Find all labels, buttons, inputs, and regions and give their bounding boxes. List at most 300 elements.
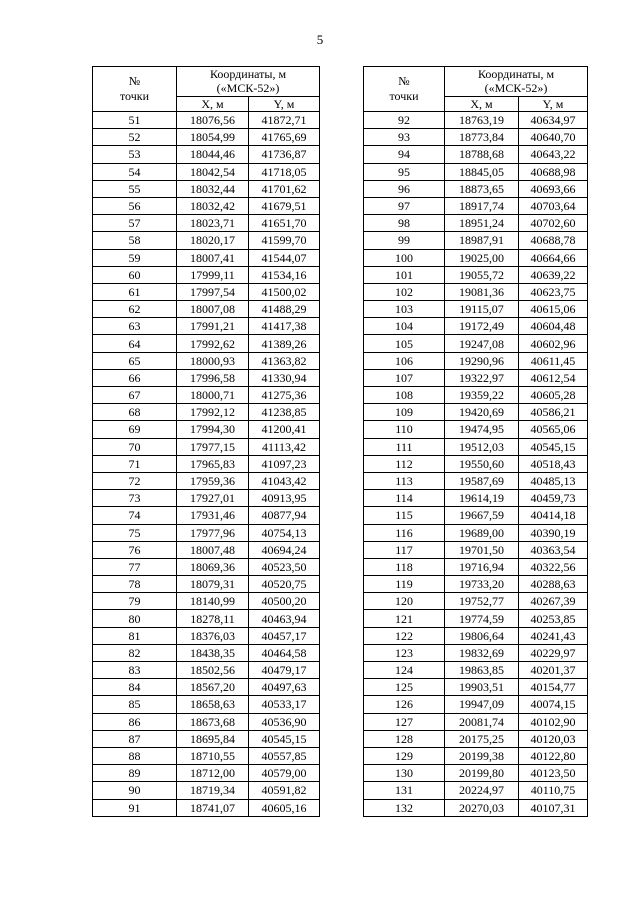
x-coordinate-cell: 18951,24 (445, 215, 519, 232)
point-number-cell: 126 (364, 696, 445, 713)
table-row (93, 404, 320, 421)
x-coordinate-cell: 17992,12 (177, 404, 249, 421)
y-coordinate-cell: 40390,19 (519, 524, 588, 541)
point-number-cell: 106 (364, 352, 445, 369)
y-coordinate-cell: 40107,31 (519, 799, 588, 816)
point-number-cell: 59 (93, 249, 177, 266)
table-row (364, 644, 588, 661)
x-coordinate-cell: 19247,08 (445, 335, 519, 352)
point-number-cell: 118 (364, 558, 445, 575)
x-coordinate-cell: 19863,85 (445, 662, 519, 679)
x-coordinate-cell: 19667,59 (445, 507, 519, 524)
x-coordinate-cell: 17927,01 (177, 490, 249, 507)
table-row (364, 713, 588, 730)
y-coordinate-cell: 40497,63 (249, 679, 320, 696)
x-coordinate-cell: 17996,58 (177, 369, 249, 386)
x-coordinate-cell: 18044,46 (177, 146, 249, 163)
table-row (364, 266, 588, 283)
point-number-cell: 73 (93, 490, 177, 507)
point-number-cell: 62 (93, 301, 177, 318)
point-number-cell: 79 (93, 593, 177, 610)
table-row (93, 438, 320, 455)
point-number-cell: 123 (364, 644, 445, 661)
y-coordinate-cell: 41736,87 (249, 146, 320, 163)
table-row (93, 490, 320, 507)
y-coordinate-cell: 40154,77 (519, 679, 588, 696)
point-number-cell: 76 (93, 541, 177, 558)
table-row (93, 558, 320, 575)
y-coordinate-cell: 40414,18 (519, 507, 588, 524)
table-row (93, 129, 320, 146)
x-coordinate-cell: 18658,63 (177, 696, 249, 713)
y-coordinate-cell: 40110,75 (519, 782, 588, 799)
x-coordinate-cell: 18032,42 (177, 197, 249, 214)
x-coordinate-cell: 18773,84 (445, 129, 519, 146)
x-coordinate-cell: 19550,60 (445, 455, 519, 472)
y-coordinate-cell: 40363,54 (519, 541, 588, 558)
table-row (364, 490, 588, 507)
point-number-cell: 114 (364, 490, 445, 507)
table-row (364, 662, 588, 679)
point-number-cell: 65 (93, 352, 177, 369)
x-coordinate-cell: 18710,55 (177, 747, 249, 764)
y-coordinate-cell: 40565,06 (519, 421, 588, 438)
point-number-cell: 101 (364, 266, 445, 283)
x-column-header: X, м (177, 97, 249, 112)
x-coordinate-cell: 18567,20 (177, 679, 249, 696)
y-coordinate-cell: 40322,56 (519, 558, 588, 575)
y-coordinate-cell: 40229,97 (519, 644, 588, 661)
y-coordinate-cell: 41275,36 (249, 387, 320, 404)
x-coordinate-cell: 17997,54 (177, 283, 249, 300)
x-coordinate-cell: 20175,25 (445, 730, 519, 747)
x-coordinate-cell: 19903,51 (445, 679, 519, 696)
point-number-cell: 117 (364, 541, 445, 558)
y-coordinate-cell: 41113,42 (249, 438, 320, 455)
point-number-cell: 125 (364, 679, 445, 696)
y-coordinate-cell: 40464,58 (249, 644, 320, 661)
y-coordinate-cell: 41238,85 (249, 404, 320, 421)
x-coordinate-cell: 19587,69 (445, 472, 519, 489)
point-number-cell: 85 (93, 696, 177, 713)
point-number-cell: 80 (93, 610, 177, 627)
point-number-cell: 124 (364, 662, 445, 679)
x-coordinate-cell: 19752,77 (445, 593, 519, 610)
y-coordinate-cell: 40533,17 (249, 696, 320, 713)
point-number-cell: 94 (364, 146, 445, 163)
x-coordinate-cell: 19716,94 (445, 558, 519, 575)
y-coordinate-cell: 40612,54 (519, 369, 588, 386)
y-coordinate-cell: 40579,00 (249, 765, 320, 782)
table-row (364, 215, 588, 232)
y-coordinate-cell: 41701,62 (249, 180, 320, 197)
table-row (364, 627, 588, 644)
point-number-cell: 122 (364, 627, 445, 644)
x-coordinate-cell: 18987,91 (445, 232, 519, 249)
table-row (364, 576, 588, 593)
table-row (364, 352, 588, 369)
x-coordinate-cell: 20199,38 (445, 747, 519, 764)
x-coordinate-cell: 19055,72 (445, 266, 519, 283)
table-row (93, 421, 320, 438)
point-number-cell: 108 (364, 387, 445, 404)
y-coordinate-cell: 40639,22 (519, 266, 588, 283)
table-row (364, 472, 588, 489)
x-coordinate-cell: 18069,36 (177, 558, 249, 575)
point-number-cell: 55 (93, 180, 177, 197)
x-coordinate-cell: 18042,54 (177, 163, 249, 180)
table-row (93, 369, 320, 386)
y-coordinate-cell: 40479,17 (249, 662, 320, 679)
x-coordinate-cell: 18741,07 (177, 799, 249, 816)
point-number-cell: 68 (93, 404, 177, 421)
y-coordinate-cell: 40545,15 (519, 438, 588, 455)
table-row (364, 679, 588, 696)
x-coordinate-cell: 18054,99 (177, 129, 249, 146)
x-coordinate-cell: 19420,69 (445, 404, 519, 421)
x-coordinate-cell: 19025,00 (445, 249, 519, 266)
point-number-cell: 127 (364, 713, 445, 730)
table-row (364, 610, 588, 627)
point-number-cell: 103 (364, 301, 445, 318)
table-row (364, 335, 588, 352)
y-coordinate-cell: 40253,85 (519, 610, 588, 627)
point-number-cell: 56 (93, 197, 177, 214)
table-row (364, 438, 588, 455)
x-coordinate-cell: 19614,19 (445, 490, 519, 507)
y-coordinate-cell: 40623,75 (519, 283, 588, 300)
x-coordinate-cell: 17931,46 (177, 507, 249, 524)
table-row (93, 387, 320, 404)
x-coordinate-cell: 18000,71 (177, 387, 249, 404)
point-number-cell: 129 (364, 747, 445, 764)
table-row (93, 679, 320, 696)
table-row (364, 541, 588, 558)
y-coordinate-cell: 41363,82 (249, 352, 320, 369)
point-number-cell: 115 (364, 507, 445, 524)
y-coordinate-cell: 40545,15 (249, 730, 320, 747)
y-coordinate-cell: 40520,75 (249, 576, 320, 593)
point-number-cell: 89 (93, 765, 177, 782)
point-number-cell: 60 (93, 266, 177, 283)
coordinates-table-right (363, 66, 588, 817)
y-coordinate-cell: 40702,60 (519, 215, 588, 232)
y-coordinate-cell: 41488,29 (249, 301, 320, 318)
y-coordinate-cell: 40664,66 (519, 249, 588, 266)
point-number-header: № точки (93, 67, 177, 112)
table-row (93, 180, 320, 197)
y-coordinate-cell: 41718,05 (249, 163, 320, 180)
point-number-cell: 83 (93, 662, 177, 679)
y-coordinate-cell: 40459,73 (519, 490, 588, 507)
point-number-cell: 88 (93, 747, 177, 764)
y-coordinate-cell: 41097,23 (249, 455, 320, 472)
point-number-cell: 113 (364, 472, 445, 489)
table-row (364, 180, 588, 197)
table-row (93, 524, 320, 541)
table-row (93, 232, 320, 249)
point-number-cell: 77 (93, 558, 177, 575)
x-coordinate-cell: 18007,08 (177, 301, 249, 318)
y-coordinate-cell: 40640,70 (519, 129, 588, 146)
x-coordinate-cell: 19115,07 (445, 301, 519, 318)
table-row (93, 472, 320, 489)
y-coordinate-cell: 40123,50 (519, 765, 588, 782)
x-coordinate-cell: 18278,11 (177, 610, 249, 627)
table-row (364, 507, 588, 524)
table-row (364, 558, 588, 575)
point-number-cell: 111 (364, 438, 445, 455)
table-row (93, 662, 320, 679)
y-coordinate-cell: 40518,43 (519, 455, 588, 472)
point-number-cell: 86 (93, 713, 177, 730)
coordinates-header: Координаты, м («МСК-52») (177, 67, 320, 97)
point-number-header: № точки (364, 67, 445, 112)
point-number-cell: 52 (93, 129, 177, 146)
y-coordinate-cell: 41651,70 (249, 215, 320, 232)
x-coordinate-cell: 18079,31 (177, 576, 249, 593)
table-row (364, 765, 588, 782)
point-number-cell: 96 (364, 180, 445, 197)
table-row (364, 318, 588, 335)
point-number-cell: 104 (364, 318, 445, 335)
table-row (364, 696, 588, 713)
x-coordinate-cell: 17991,21 (177, 318, 249, 335)
point-number-cell: 121 (364, 610, 445, 627)
x-coordinate-cell: 17994,30 (177, 421, 249, 438)
point-number-cell: 105 (364, 335, 445, 352)
table-row (364, 782, 588, 799)
y-coordinate-cell: 40267,39 (519, 593, 588, 610)
x-coordinate-cell: 18712,00 (177, 765, 249, 782)
y-coordinate-cell: 40605,16 (249, 799, 320, 816)
y-coordinate-cell: 40485,13 (519, 472, 588, 489)
table-row (93, 455, 320, 472)
x-coordinate-cell: 20199,80 (445, 765, 519, 782)
point-number-cell: 90 (93, 782, 177, 799)
table-body-right (364, 112, 588, 817)
table-row (93, 301, 320, 318)
point-number-cell: 63 (93, 318, 177, 335)
table-row (93, 696, 320, 713)
point-number-cell: 75 (93, 524, 177, 541)
y-coordinate-cell: 40500,20 (249, 593, 320, 610)
x-coordinate-cell: 18007,48 (177, 541, 249, 558)
y-coordinate-cell: 40913,95 (249, 490, 320, 507)
y-column-header: Y, м (249, 97, 320, 112)
y-coordinate-cell: 40688,98 (519, 163, 588, 180)
table-row (93, 747, 320, 764)
x-coordinate-cell: 20224,97 (445, 782, 519, 799)
point-number-cell: 69 (93, 421, 177, 438)
y-column-header: Y, м (519, 97, 588, 112)
y-coordinate-cell: 40602,96 (519, 335, 588, 352)
x-coordinate-cell: 18140,99 (177, 593, 249, 610)
y-coordinate-cell: 40591,82 (249, 782, 320, 799)
y-coordinate-cell: 41599,70 (249, 232, 320, 249)
point-number-cell: 100 (364, 249, 445, 266)
point-number-cell: 67 (93, 387, 177, 404)
y-coordinate-cell: 40605,28 (519, 387, 588, 404)
y-coordinate-cell: 40523,50 (249, 558, 320, 575)
table-row (364, 249, 588, 266)
table-row (364, 730, 588, 747)
point-number-cell: 84 (93, 679, 177, 696)
x-coordinate-cell: 18695,84 (177, 730, 249, 747)
point-number-cell: 61 (93, 283, 177, 300)
table-row (93, 197, 320, 214)
y-coordinate-cell: 41544,07 (249, 249, 320, 266)
y-coordinate-cell: 40693,66 (519, 180, 588, 197)
point-number-cell: 87 (93, 730, 177, 747)
y-coordinate-cell: 40288,63 (519, 576, 588, 593)
table-row (93, 576, 320, 593)
x-coordinate-cell: 17965,83 (177, 455, 249, 472)
y-coordinate-cell: 40122,80 (519, 747, 588, 764)
point-number-cell: 70 (93, 438, 177, 455)
point-number-cell: 131 (364, 782, 445, 799)
x-coordinate-cell: 19733,20 (445, 576, 519, 593)
point-number-cell: 54 (93, 163, 177, 180)
x-coordinate-cell: 19172,49 (445, 318, 519, 335)
y-coordinate-cell: 40102,90 (519, 713, 588, 730)
y-coordinate-cell: 40463,94 (249, 610, 320, 627)
point-number-cell: 82 (93, 644, 177, 661)
table-row (93, 215, 320, 232)
y-coordinate-cell: 40586,21 (519, 404, 588, 421)
table-row (93, 318, 320, 335)
y-coordinate-cell: 41043,42 (249, 472, 320, 489)
point-number-cell: 78 (93, 576, 177, 593)
y-coordinate-cell: 40754,13 (249, 524, 320, 541)
x-coordinate-cell: 18873,65 (445, 180, 519, 197)
table-row (93, 765, 320, 782)
point-number-cell: 116 (364, 524, 445, 541)
page-number: 5 (316, 32, 324, 47)
x-coordinate-cell: 19322,97 (445, 369, 519, 386)
table-row (93, 730, 320, 747)
x-column-header: X, м (445, 97, 519, 112)
table-row (93, 163, 320, 180)
point-number-cell: 51 (93, 112, 177, 129)
point-number-cell: 53 (93, 146, 177, 163)
y-coordinate-cell: 41500,02 (249, 283, 320, 300)
x-coordinate-cell: 18917,74 (445, 197, 519, 214)
table-row (93, 283, 320, 300)
y-coordinate-cell: 41200,41 (249, 421, 320, 438)
x-coordinate-cell: 18719,34 (177, 782, 249, 799)
point-number-cell: 128 (364, 730, 445, 747)
point-number-cell: 98 (364, 215, 445, 232)
point-number-cell: 95 (364, 163, 445, 180)
coordinates-header: Координаты, м («МСК-52») (445, 67, 588, 97)
y-coordinate-cell: 41765,69 (249, 129, 320, 146)
table-row (364, 232, 588, 249)
y-coordinate-cell: 40688,78 (519, 232, 588, 249)
x-coordinate-cell: 18020,17 (177, 232, 249, 249)
x-coordinate-cell: 17959,36 (177, 472, 249, 489)
point-number-cell: 120 (364, 593, 445, 610)
point-number-cell: 130 (364, 765, 445, 782)
x-coordinate-cell: 19474,95 (445, 421, 519, 438)
table-row (93, 249, 320, 266)
y-coordinate-cell: 40703,64 (519, 197, 588, 214)
table-row (93, 507, 320, 524)
y-coordinate-cell: 40611,45 (519, 352, 588, 369)
table-row (364, 747, 588, 764)
y-coordinate-cell: 40694,24 (249, 541, 320, 558)
y-coordinate-cell: 41330,94 (249, 369, 320, 386)
x-coordinate-cell: 18788,68 (445, 146, 519, 163)
table-row (93, 593, 320, 610)
table-row (364, 524, 588, 541)
x-coordinate-cell: 18438,35 (177, 644, 249, 661)
table-row (93, 266, 320, 283)
x-coordinate-cell: 17999,11 (177, 266, 249, 283)
point-number-cell: 93 (364, 129, 445, 146)
point-number-cell: 132 (364, 799, 445, 816)
table-row (364, 404, 588, 421)
y-coordinate-cell: 40536,90 (249, 713, 320, 730)
table-row (364, 112, 588, 129)
point-number-cell: 109 (364, 404, 445, 421)
point-number-cell: 66 (93, 369, 177, 386)
table-row (364, 129, 588, 146)
point-number-cell: 112 (364, 455, 445, 472)
point-number-cell: 57 (93, 215, 177, 232)
table-row (364, 421, 588, 438)
table-row (93, 782, 320, 799)
x-coordinate-cell: 18023,71 (177, 215, 249, 232)
y-coordinate-cell: 40643,22 (519, 146, 588, 163)
x-coordinate-cell: 19081,36 (445, 283, 519, 300)
table-row (93, 112, 320, 129)
table-row (93, 146, 320, 163)
table-row (364, 146, 588, 163)
x-coordinate-cell: 19512,03 (445, 438, 519, 455)
x-coordinate-cell: 18763,19 (445, 112, 519, 129)
x-coordinate-cell: 18376,03 (177, 627, 249, 644)
x-coordinate-cell: 20081,74 (445, 713, 519, 730)
table-row (364, 387, 588, 404)
y-coordinate-cell: 41389,26 (249, 335, 320, 352)
table-row (93, 627, 320, 644)
y-coordinate-cell: 40120,03 (519, 730, 588, 747)
x-coordinate-cell: 19290,96 (445, 352, 519, 369)
table-row (93, 541, 320, 558)
y-coordinate-cell: 40557,85 (249, 747, 320, 764)
table-row (364, 301, 588, 318)
x-coordinate-cell: 17977,15 (177, 438, 249, 455)
point-number-cell: 110 (364, 421, 445, 438)
x-coordinate-cell: 18673,68 (177, 713, 249, 730)
point-number-cell: 58 (93, 232, 177, 249)
x-coordinate-cell: 18845,05 (445, 163, 519, 180)
x-coordinate-cell: 18032,44 (177, 180, 249, 197)
y-coordinate-cell: 40634,97 (519, 112, 588, 129)
coordinates-table-left (92, 66, 320, 817)
y-coordinate-cell: 40615,06 (519, 301, 588, 318)
y-coordinate-cell: 41679,51 (249, 197, 320, 214)
point-number-cell: 119 (364, 576, 445, 593)
y-coordinate-cell: 40877,94 (249, 507, 320, 524)
point-number-cell: 99 (364, 232, 445, 249)
table-row (93, 799, 320, 816)
y-coordinate-cell: 40604,48 (519, 318, 588, 335)
point-number-cell: 92 (364, 112, 445, 129)
table-row (364, 369, 588, 386)
table-row (93, 713, 320, 730)
